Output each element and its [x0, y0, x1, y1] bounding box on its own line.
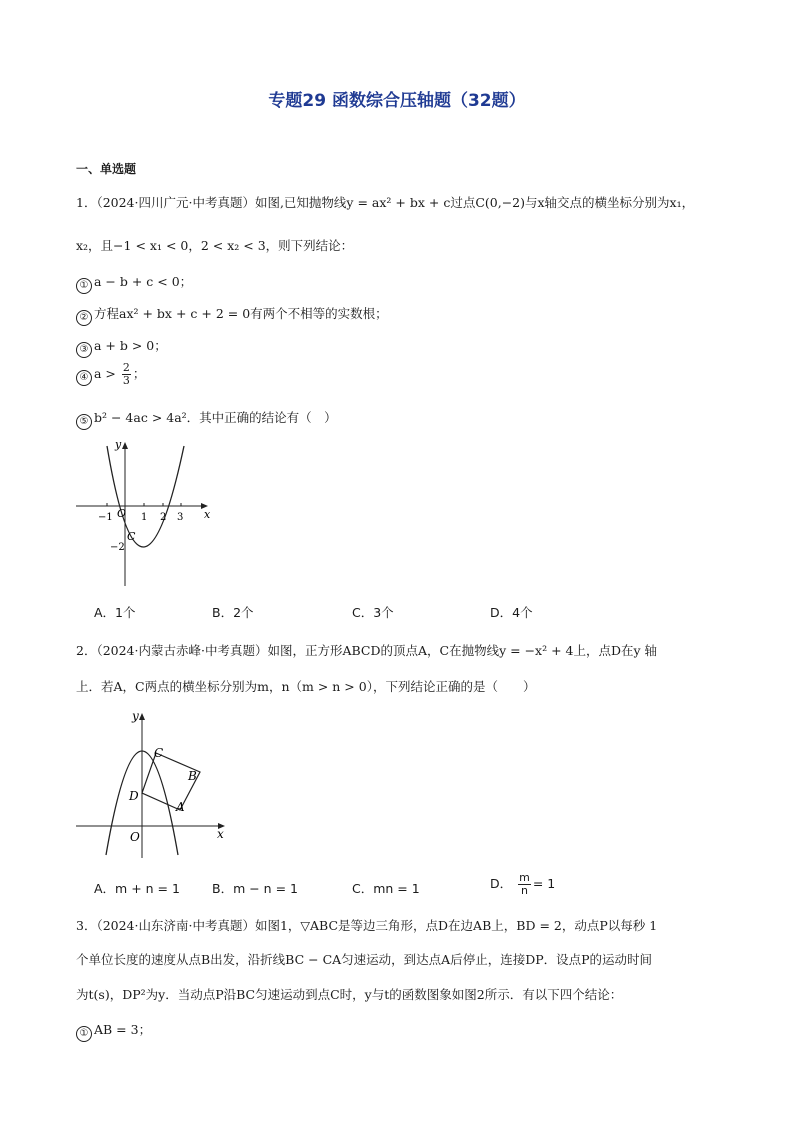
marker-3: ③: [76, 342, 92, 358]
q1-tick-neg2: −2: [110, 542, 125, 553]
q1-x-label: x: [204, 508, 211, 521]
q1-statement-5: [76, 408, 337, 430]
q3-s1-text: AB = 3；: [94, 1022, 152, 1037]
q1-s4-pre: a >: [94, 366, 116, 381]
q2-option-d-num: m: [519, 871, 530, 884]
q1-s4-fraction: [122, 362, 131, 387]
page-title: 专题29 函数综合压轴题（32题）: [268, 91, 526, 111]
q1-statement-3: [76, 336, 167, 358]
q1-tick-1: 1: [141, 512, 148, 523]
q1-statement-2: [76, 304, 388, 326]
q2-option-c: C．mn = 1: [352, 881, 420, 896]
q3-marker-1: ①: [76, 1026, 92, 1042]
q1-s1-text: a − b + c < 0；: [94, 274, 193, 289]
q2-option-d-post: = 1: [532, 876, 556, 891]
q1-option-a: A．1个: [94, 605, 136, 620]
q1-origin-label: O: [117, 507, 127, 520]
q1-statement-4: [76, 362, 145, 387]
q1-s3-text: a + b > 0；: [94, 338, 167, 353]
marker-2: ②: [76, 310, 92, 326]
q2-stem-line1: 2．（2024·内蒙古赤峰·中考真题）如图，正方形ABCD的顶点A，C在抛物线y = −x² + 4上，点D在y 轴: [76, 643, 658, 658]
q3-statement-1: [76, 1020, 151, 1042]
marker-1: ①: [76, 278, 92, 294]
q1-s4-post: ；: [132, 366, 146, 381]
q1-s4-den: 3: [122, 374, 130, 387]
q2-stem-line2: 上．若A，C两点的横坐标分别为m，n（m > n > 0），下列结论正确的是（ ）: [76, 679, 536, 694]
q2-option-d: [490, 872, 555, 897]
q1-s4-num: 2: [122, 361, 130, 374]
q2-option-b: B．m − n = 1: [212, 881, 298, 896]
q1-graph: [74, 436, 219, 591]
q2-y-label: y: [132, 709, 139, 723]
q3-stem-line3: 为t(s)，DP²为y．当动点P沿BC匀速运动到点C时，y与t的函数图象如图2所示．有以下四个结论：: [76, 987, 623, 1002]
q1-option-b: B．2个: [212, 605, 254, 620]
q1-stem-line2: x₂，且−1 < x₁ < 0，2 < x₂ < 3，则下列结论：: [76, 238, 354, 253]
q2-option-d-fraction: [518, 872, 531, 897]
q1-tick-2: 2: [160, 512, 167, 523]
marker-5: ⑤: [76, 414, 92, 430]
q2-graph: [74, 705, 234, 865]
q1-statement-1: [76, 272, 192, 294]
q2-point-a-label: A: [176, 800, 185, 814]
q2-point-b-label: B: [188, 769, 197, 783]
q1-y-label: y: [115, 438, 122, 451]
q1-tick-neg1: −1: [98, 512, 113, 523]
q1-s5-text: b² − 4ac > 4a²．其中正确的结论有（ ）: [94, 410, 337, 425]
section-heading: 一、单选题: [76, 162, 137, 176]
q1-tick-3: 3: [177, 512, 184, 523]
q2-option-d-pre: D．: [490, 876, 513, 891]
q1-option-c: C．3个: [352, 605, 394, 620]
q1-stem-line1: 1．（2024·四川广元·中考真题）如图,已知抛物线y = ax² + bx + c过点C(0,−2)与x轴交点的横坐标分别为x₁，: [76, 195, 695, 210]
q3-stem-line1: 3．（2024·山东济南·中考真题）如图1，▽ABC是等边三角形，点D在边AB上，BD = 2，动点P以每秒 1: [76, 918, 658, 933]
q1-point-c-label: C: [127, 530, 136, 543]
q1-s2-text: 方程ax² + bx + c + 2 = 0有两个不相等的实数根；: [94, 306, 388, 321]
q2-option-d-den: n: [520, 884, 528, 897]
q3-stem-line2: 个单位长度的速度从点B出发，沿折线BC − CA匀速运动，到达点A后停止，连接DP．设点P的运动时间: [76, 952, 653, 967]
q2-option-a: A．m + n = 1: [94, 881, 180, 896]
marker-4: ④: [76, 370, 92, 386]
q2-x-label: x: [217, 827, 224, 841]
q1-option-d: D．4个: [490, 605, 533, 620]
q2-origin-label: O: [130, 830, 140, 844]
q2-point-d-label: D: [129, 789, 139, 803]
q2-point-c-label: C: [154, 746, 164, 760]
